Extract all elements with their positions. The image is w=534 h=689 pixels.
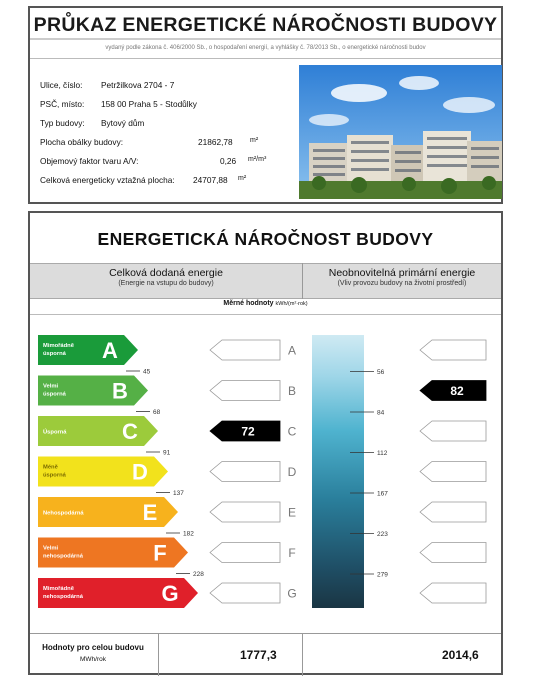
- class-label-C: Úsporná: [43, 429, 67, 436]
- class-label-G: nehospodárná: [43, 594, 83, 600]
- envelope-area-value: 21862,78: [198, 137, 233, 147]
- right-marker-E: [420, 502, 486, 522]
- class-arrow-B: [38, 376, 148, 406]
- certificate-title: PRŮKAZ ENERGETICKÉ NÁROČNOSTI BUDOVY: [33, 14, 498, 36]
- building-info-box: [28, 6, 503, 204]
- left-marker-value: 72: [241, 424, 255, 439]
- class-label-D: úsporná: [43, 472, 66, 479]
- info-row-zip: PSČ, místo: 158 00 Praha 5 - Stodůlky: [40, 99, 197, 109]
- class-letter-E: E: [142, 500, 158, 525]
- type-value: Bytový dům: [101, 118, 145, 128]
- marker-class-letter-A: A: [287, 343, 297, 358]
- right-column-header: Neobnovitelná primární energie (Vliv provozu budovy na životní prostředí): [303, 263, 501, 299]
- right-scale-value: 279: [377, 571, 388, 579]
- threshold-value-A: 45: [143, 368, 151, 376]
- energy-performance-box: [28, 211, 503, 675]
- class-label-B: úsporná: [43, 391, 66, 398]
- marker-class-letter-G: G: [287, 586, 297, 601]
- primary-energy-gradient-bar: [312, 335, 364, 608]
- info-row-type: Typ budovy: Bytový dům: [40, 118, 145, 128]
- right-marker-D: [420, 462, 486, 482]
- threshold-value-F: 228: [193, 571, 204, 578]
- energy-scale-chart: [30, 315, 501, 633]
- right-scale-value: 84: [377, 409, 385, 417]
- right-marker-value: 82: [450, 384, 464, 398]
- class-letter-F: F: [153, 540, 167, 566]
- whole-building-row: [30, 633, 501, 675]
- info-row-shape-factor: Objemový faktor tvaru A/V: 0,26 m²/m³: [40, 156, 267, 166]
- left-column-header: Celková dodaná energie (Energie na vstupu do budovy): [30, 263, 302, 299]
- threshold-value-C: 91: [163, 449, 171, 457]
- envelope-area-unit: m²: [250, 137, 259, 144]
- zip-value: 158 00 Praha 5 - Stodůlky: [101, 99, 197, 109]
- left-marker-A: [210, 340, 280, 360]
- reference-area-value: 24707,88: [193, 175, 228, 185]
- class-letter-A: A: [102, 338, 118, 363]
- certificate-subtitle: vydaný podle zákona č. 406/2000 Sb., o hospodaření energií, a vyhlášky č. 78/2013 Sb., o energetické náročnosti budov: [105, 45, 426, 51]
- whole-building-label: Hodnoty pro celou budovu MWh/rok: [42, 643, 144, 663]
- right-marker-G: [420, 583, 486, 603]
- info-row-reference-area: Celková energeticky vztažná plocha: 24707,88 m²: [40, 175, 247, 185]
- marker-class-letter-F: F: [288, 546, 296, 560]
- column-divider: [302, 263, 303, 299]
- left-marker-F: [210, 543, 280, 563]
- subtitle-underline: [30, 58, 501, 59]
- shape-factor-unit: m²/m³: [248, 156, 267, 163]
- class-label-F: nehospodárná: [43, 553, 83, 560]
- energy-title: ENERGETICKÁ NÁROČNOST BUDOVY: [97, 229, 434, 249]
- class-letter-C: C: [122, 419, 138, 444]
- marker-class-letter-E: E: [287, 505, 297, 520]
- info-row-address: Ulice, číslo: Petržilkova 2704 - 7: [40, 80, 175, 90]
- whole-building-delivered-value: 1777,3: [240, 648, 277, 662]
- class-label-G: Mimořádně: [43, 586, 74, 592]
- right-scale-value: 223: [377, 531, 388, 538]
- right-scale-value: 167: [377, 490, 388, 498]
- left-marker-B: [210, 381, 280, 401]
- unit-label: Měrné hodnoty kWh/(m²·rok): [223, 300, 308, 307]
- shape-factor-value: 0,26: [220, 156, 237, 166]
- class-label-A: Mimořádně: [43, 343, 74, 349]
- left-marker-E: [210, 502, 280, 522]
- marker-class-letter-C: C: [287, 424, 297, 439]
- class-label-D: Méně: [43, 464, 58, 471]
- threshold-value-E: 182: [183, 530, 194, 538]
- class-label-A: úsporná: [43, 351, 66, 357]
- address-value: Petržilkova 2704 - 7: [101, 80, 175, 90]
- right-marker-F: [420, 543, 486, 563]
- class-letter-B: B: [112, 378, 128, 404]
- right-scale-value: 56: [377, 369, 385, 376]
- class-letter-G: G: [161, 581, 179, 606]
- building-photo: [299, 65, 502, 199]
- reference-area-unit: m²: [238, 175, 247, 182]
- left-marker-D: [210, 462, 280, 482]
- threshold-value-D: 137: [173, 490, 184, 497]
- title-underline: [30, 38, 501, 40]
- class-label-B: Velmi: [43, 383, 59, 390]
- marker-class-letter-B: B: [287, 384, 297, 398]
- class-label-E: Nehospodárná: [43, 510, 84, 517]
- marker-class-letter-D: D: [287, 465, 297, 479]
- class-arrow-D: [38, 457, 168, 487]
- threshold-value-B: 68: [153, 409, 161, 416]
- info-row-envelope-area: Plocha obálky budovy: 21862,78 m²: [40, 137, 259, 147]
- whole-building-primary-value: 2014,6: [442, 648, 479, 662]
- class-arrow-A: [38, 335, 138, 365]
- right-scale-value: 112: [377, 450, 388, 457]
- class-letter-D: D: [132, 459, 148, 485]
- class-label-F: Velmi: [43, 545, 59, 552]
- right-marker-A: [420, 340, 486, 360]
- right-marker-C: [420, 421, 486, 441]
- left-marker-G: [210, 583, 280, 603]
